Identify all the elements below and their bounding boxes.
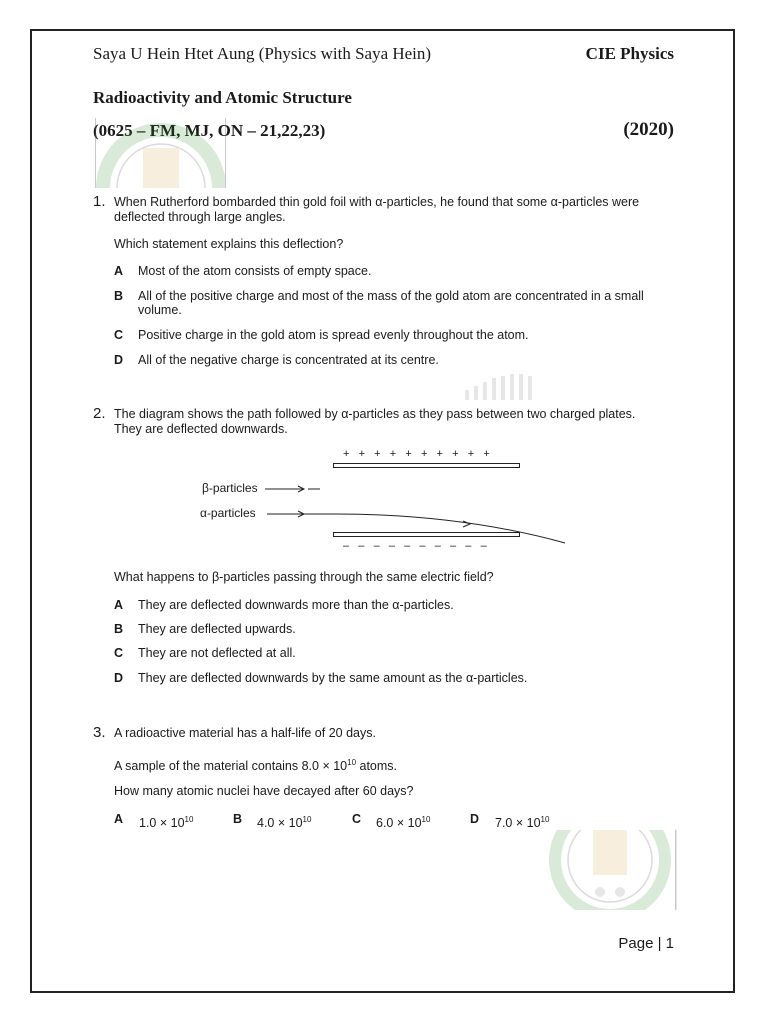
- q3-option-d-letter: D: [470, 812, 480, 826]
- question-3-number: 3.: [93, 724, 106, 741]
- sample-base: A sample of the material contains 8.0 × 10: [114, 759, 348, 774]
- q1-option-a-letter: A: [114, 264, 124, 278]
- sample-suffix: atoms.: [356, 759, 398, 774]
- q3-option-a-letter: A: [114, 812, 124, 826]
- sample-exponent: 10: [347, 758, 357, 767]
- q3-option-a-exp: 10: [184, 815, 194, 824]
- question-1-number: 1.: [93, 193, 106, 210]
- q3-option-d-value: [495, 812, 549, 831]
- year-label: (2020): [623, 119, 674, 140]
- question-1-text-line2: deflected through large angles.: [114, 210, 286, 224]
- q1-option-c-letter: C: [114, 328, 124, 342]
- question-3-prompt: How many atomic nuclei have decayed after 60 days?: [114, 784, 414, 798]
- course-header: CIE Physics: [585, 44, 674, 63]
- q3-option-d-exp: 10: [540, 815, 550, 824]
- q1-option-b-text2: volume.: [138, 303, 182, 317]
- paper-codes: (0625 – FM, MJ, ON – 21,22,23): [93, 121, 326, 140]
- q3-option-a-base: 1.0 × 10: [139, 816, 185, 831]
- q3-option-b-letter: B: [233, 812, 243, 826]
- q3-option-d-base: 7.0 × 10: [495, 816, 541, 831]
- negative-signs: – – – – – – – – – –: [343, 540, 487, 552]
- q3-option-c-base: 6.0 × 10: [376, 816, 422, 831]
- page-title: Radioactivity and Atomic Structure: [93, 88, 352, 107]
- question-2-number: 2.: [93, 405, 106, 422]
- q3-option-c-exp: 10: [421, 815, 431, 824]
- q1-option-a-text: Most of the atom consists of empty space.: [138, 264, 372, 278]
- q3-option-c-value: [376, 812, 430, 831]
- q1-option-b-letter: B: [114, 289, 124, 303]
- q2-option-c-text: They are not deflected at all.: [138, 646, 296, 660]
- q1-option-d-letter: D: [114, 353, 124, 367]
- q3-option-c-letter: C: [352, 812, 362, 826]
- q2-option-a-letter: A: [114, 598, 124, 612]
- page-number: Page | 1: [618, 935, 674, 952]
- positive-signs: + + + + + + + + + +: [343, 448, 490, 460]
- q1-option-c-text: Positive charge in the gold atom is spread evenly throughout the atom.: [138, 328, 529, 342]
- question-2-text-line1: The diagram shows the path followed by α-particles as they pass between two charged plates.: [114, 407, 636, 421]
- watermark-stripes-mid: [460, 370, 550, 400]
- negative-plate: [333, 532, 520, 537]
- watermark-logo-bottom: [545, 830, 680, 910]
- q2-option-c-letter: C: [114, 646, 124, 660]
- q3-option-b-base: 4.0 × 10: [257, 816, 303, 831]
- author-header: Saya U Hein Htet Aung (Physics with Saya Hein): [93, 44, 432, 63]
- question-2-prompt: What happens to β-particles passing through the same electric field?: [114, 570, 494, 584]
- q2-option-b-text: They are deflected upwards.: [138, 622, 296, 636]
- charged-plates-diagram: [190, 448, 580, 558]
- question-3-text: A radioactive material has a half-life of 20 days.: [114, 726, 376, 740]
- beta-label: β-particles: [202, 481, 258, 495]
- q2-option-a-text: They are deflected downwards more than the α-particles.: [138, 598, 454, 612]
- q2-option-d-text: They are deflected downwards by the same amount as the α-particles.: [138, 671, 528, 685]
- q3-option-b-value: [257, 812, 311, 831]
- question-1-text-line1: When Rutherford bombarded thin gold foil with α-particles, he found that some α-particles were: [114, 195, 640, 209]
- question-1-prompt: Which statement explains this deflection?: [114, 237, 344, 251]
- question-2-text-line2: They are deflected downwards.: [114, 422, 288, 436]
- q1-option-d-text: All of the negative charge is concentrated at its centre.: [138, 353, 439, 367]
- q3-option-a-value: [139, 812, 193, 831]
- alpha-label: α-particles: [200, 506, 256, 520]
- q3-option-b-exp: 10: [302, 815, 312, 824]
- q2-option-d-letter: D: [114, 671, 124, 685]
- question-3-sample: [114, 755, 397, 774]
- watermark-logo-top: [93, 118, 228, 188]
- q1-option-b-text: All of the positive charge and most of the mass of the gold atom are concentrated in a small: [138, 289, 644, 303]
- q2-option-b-letter: B: [114, 622, 124, 636]
